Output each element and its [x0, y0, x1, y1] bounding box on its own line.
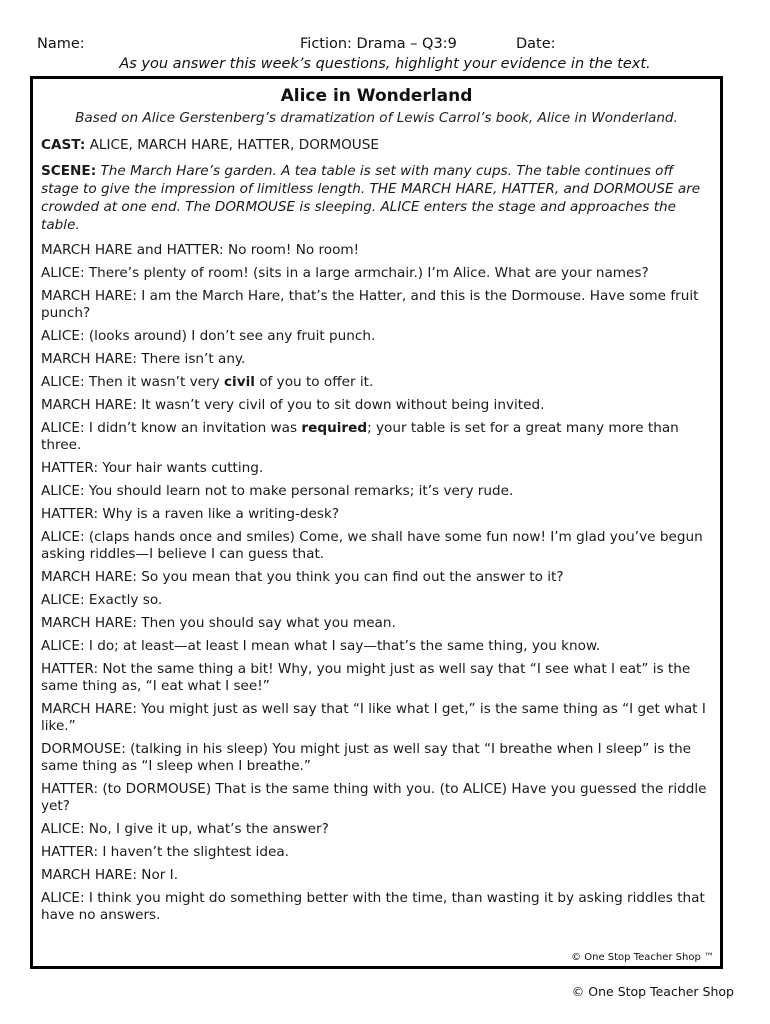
dialogue-line: ALICE: There’s plenty of room! (sits in a large armchair.) I’m Alice. What are your names? [41, 265, 649, 281]
scene-description [41, 162, 712, 234]
dialogue-line: HATTER: (to DORMOUSE) That is the same thing with you. (to ALICE) Have you guessed the riddle yet? [41, 781, 707, 814]
dialogue-line-text: of you to offer it. [254, 374, 374, 390]
scene-label: SCENE: [41, 163, 97, 179]
dialogue-line: MARCH HARE: You might just as well say that “I like what I get,” is the same thing as “I get what I like.” [41, 701, 706, 734]
dialogue-line: MARCH HARE: So you mean that you think you can find out the answer to it? [41, 569, 564, 585]
dialogue-line: ALICE: You should learn not to make personal remarks; it’s very rude. [41, 483, 514, 499]
vocabulary-word: civil [224, 374, 255, 390]
dialogue-line-text: ALICE: Then it wasn’t very [41, 374, 224, 390]
dialogue-line: DORMOUSE: (talking in his sleep) You might just as well say that “I breathe when I sleep” is the same thing as “I sleep when I breathe.” [41, 741, 692, 774]
instructions: As you answer this week’s questions, highlight your evidence in the text. [119, 56, 651, 72]
dialogue-line: MARCH HARE: Nor I. [41, 867, 179, 883]
dialogue-line-text: ; your table is set for a great many more than three. [41, 420, 679, 453]
dialogue-line: HATTER: Your hair wants cutting. [41, 460, 264, 476]
cast-names: ALICE, MARCH HARE, HATTER, DORMOUSE [89, 137, 379, 153]
scene-text: The March Hare’s garden. A tea table is set with many cups. The table continues off stage to give the impression of limitless length. THE MARCH HARE, HATTER, and DORMOUSE are crowded at one end. The DORMOUSE is sleeping. ALICE enters the stage and approaches the table. [41, 163, 701, 233]
dialogue-line: MARCH HARE: There isn’t any. [41, 351, 246, 367]
dialogue-list [41, 242, 712, 924]
dialogue-line: HATTER: Why is a raven like a writing-desk? [41, 506, 340, 522]
passage-title: Alice in Wonderland [280, 86, 473, 106]
dialogue-line: ALICE: (claps hands once and smiles) Come, we shall have some fun now! I’m glad you’ve begun asking riddles—I believe I can guess that. [41, 529, 703, 562]
dialogue-line: ALICE: (looks around) I don’t see any fruit punch. [41, 328, 376, 344]
dialogue-line: HATTER: I haven’t the slightest idea. [41, 844, 289, 860]
vocabulary-word: required [301, 420, 368, 436]
dialogue-line [41, 374, 712, 391]
worksheet-title: Fiction: Drama – Q3:9 [300, 36, 457, 52]
box-copyright: © One Stop Teacher Shop ™ [571, 952, 714, 963]
dialogue-line-text: ALICE: I didn’t know an invitation was [41, 420, 302, 436]
dialogue-line: HATTER: Not the same thing a bit! Why, you might just as well say that “I see what I eat” is the same thing as, “I eat what I see!” [41, 661, 691, 694]
cast-label: CAST: [41, 137, 86, 153]
dialogue-line: MARCH HARE: I am the March Hare, that’s the Hatter, and this is the Dormouse. Have some fruit punch? [41, 288, 699, 321]
dialogue-line: ALICE: Exactly so. [41, 592, 163, 608]
dialogue-line: ALICE: No, I give it up, what’s the answer? [41, 821, 329, 837]
page-copyright: © One Stop Teacher Shop [571, 984, 734, 999]
cast-list [41, 136, 712, 154]
dialogue-line: ALICE: I think you might do something better with the time, than wasting it by asking riddles that have no answers. [41, 890, 705, 923]
passage-box [30, 76, 723, 969]
dialogue-line: MARCH HARE and HATTER: No room! No room! [41, 242, 360, 258]
name-label: Name: [37, 36, 85, 52]
dialogue-line: MARCH HARE: It wasn’t very civil of you to sit down without being invited. [41, 397, 545, 413]
dialogue-line [41, 420, 712, 454]
date-label: Date: [516, 36, 556, 52]
passage-subtitle: Based on Alice Gerstenberg’s dramatization of Lewis Carrol’s book, Alice in Wonderland. [75, 110, 678, 126]
dialogue-line: ALICE: I do; at least—at least I mean what I say—that’s the same thing, you know. [41, 638, 601, 654]
dialogue-line: MARCH HARE: Then you should say what you mean. [41, 615, 396, 631]
